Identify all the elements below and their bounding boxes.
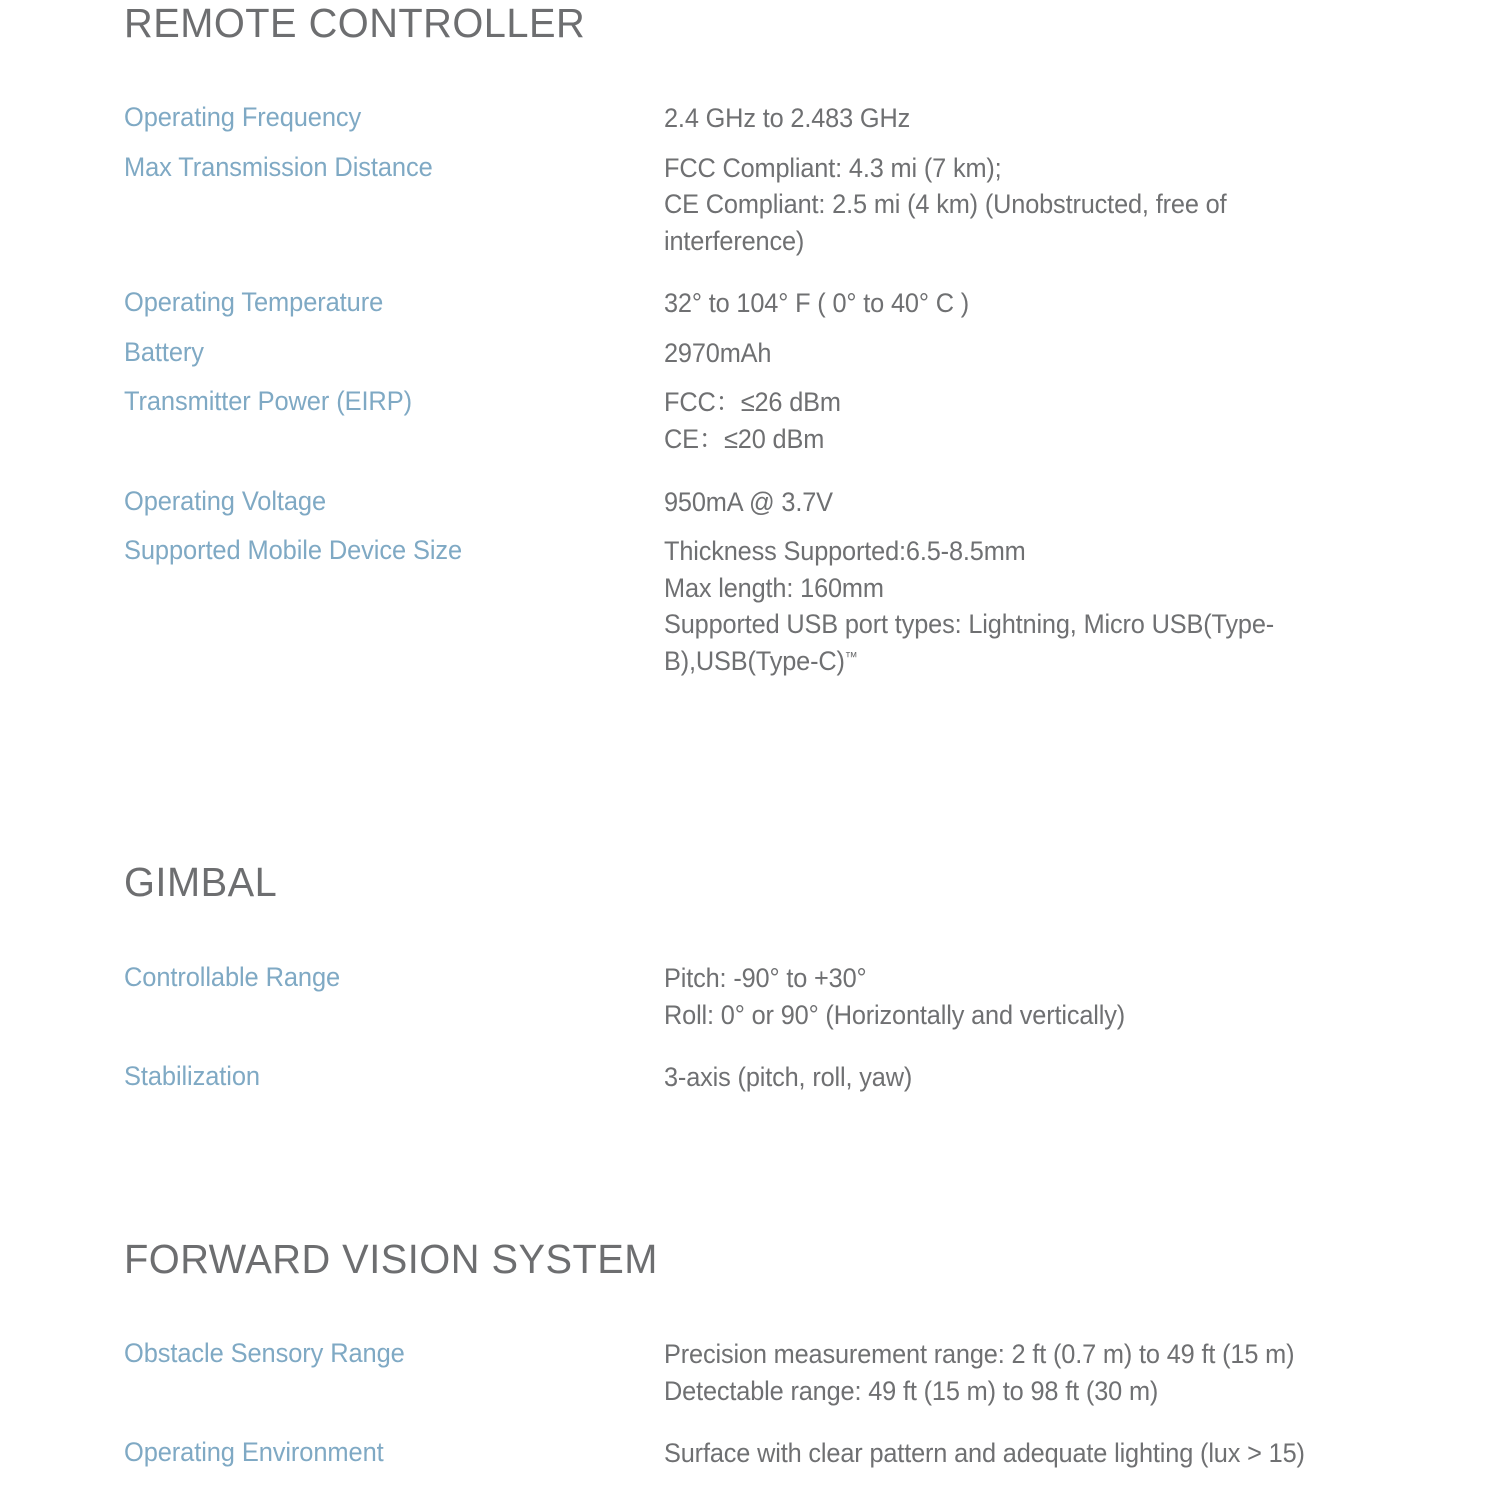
spec-value [664, 384, 1409, 457]
spec-value-line: Roll: 0° or 90° (Horizontally and vertically) [664, 999, 1126, 1030]
spec-label: Operating Frequency [124, 102, 362, 132]
spec-value [664, 285, 1409, 322]
table-row [124, 100, 1444, 137]
spec-value [664, 335, 1409, 372]
table-row [124, 960, 1444, 1033]
table-row [124, 1059, 1444, 1096]
spec-label: Operating Voltage [124, 485, 327, 516]
spec-label: Controllable Range [124, 962, 341, 992]
spec-value [664, 100, 1409, 137]
spec-value-text: Supported USB port types: Lightning, Micro USB(Type-B),USB(Type-C) [664, 609, 1275, 676]
spec-label: Battery [124, 336, 204, 367]
section-title-forward-vision-system: FORWARD VISION SYSTEM [124, 1236, 658, 1282]
table-row [124, 1435, 1464, 1472]
spec-value [664, 1059, 1409, 1096]
spec-label: Stabilization [124, 1061, 260, 1092]
spec-value-line: Thickness Supported:6.5-8.5mm [664, 536, 1026, 567]
spec-label: Operating Temperature [124, 287, 384, 318]
section-title-gimbal: GIMBAL [124, 859, 278, 905]
table-row [124, 533, 1444, 679]
spec-table-forward-vision-system [124, 1336, 1464, 1472]
spec-table-remote-controller [124, 100, 1444, 679]
spec-label: Obstacle Sensory Range [124, 1338, 405, 1368]
spec-value-line: FCC Compliant: 4.3 mi (7 km); [664, 152, 1002, 183]
spec-value-line: CE Compliant: 2.5 mi (4 km) (Unobstructed, free of interference) [664, 189, 1227, 256]
table-row [124, 1336, 1464, 1409]
table-row [124, 484, 1444, 521]
spec-value-line: 950mA @ 3.7V [664, 486, 833, 517]
spec-table-gimbal [124, 960, 1444, 1096]
table-row [124, 384, 1444, 457]
spec-value-line: Max length: 160mm [664, 572, 884, 603]
spec-value [664, 484, 1409, 521]
spec-value-line: FCC：≤26 dBm [664, 387, 841, 418]
spec-value [664, 150, 1323, 260]
spec-value [664, 1435, 1428, 1472]
spec-value-line: 32° to 104° F ( 0° to 40° C ) [664, 288, 970, 319]
section-title-remote-controller: REMOTE CONTROLLER [124, 0, 586, 46]
spec-value [664, 1336, 1428, 1409]
spec-label: Max Transmission Distance [124, 151, 433, 182]
spec-label: Supported Mobile Device Size [124, 535, 463, 566]
spec-value-line: Surface with clear pattern and adequate lighting (lux > 15) [664, 1438, 1305, 1469]
spec-value-line: 2970mAh [664, 337, 772, 368]
table-row [124, 285, 1444, 322]
spec-value-line: Pitch: -90° to +30° [664, 963, 867, 993]
spec-value-line: Detectable range: 49 ft (15 m) to 98 ft (30 m) [664, 1375, 1159, 1406]
spec-value-line [664, 606, 1338, 679]
spec-label: Operating Environment [124, 1437, 384, 1468]
trademark-mark: ™ [844, 649, 858, 665]
table-row [124, 335, 1444, 372]
spec-value-line: 3-axis (pitch, roll, yaw) [664, 1062, 913, 1093]
spec-value [664, 533, 1338, 679]
spec-label: Transmitter Power (EIRP) [124, 386, 412, 417]
spec-value-line: 2.4 GHz to 2.483 GHz [664, 103, 911, 133]
spec-value [664, 960, 1409, 1033]
spec-value-line: Precision measurement range: 2 ft (0.7 m) to 49 ft (15 m) [664, 1339, 1295, 1369]
spec-value-line: CE：≤20 dBm [664, 423, 825, 454]
table-row [124, 150, 1444, 260]
